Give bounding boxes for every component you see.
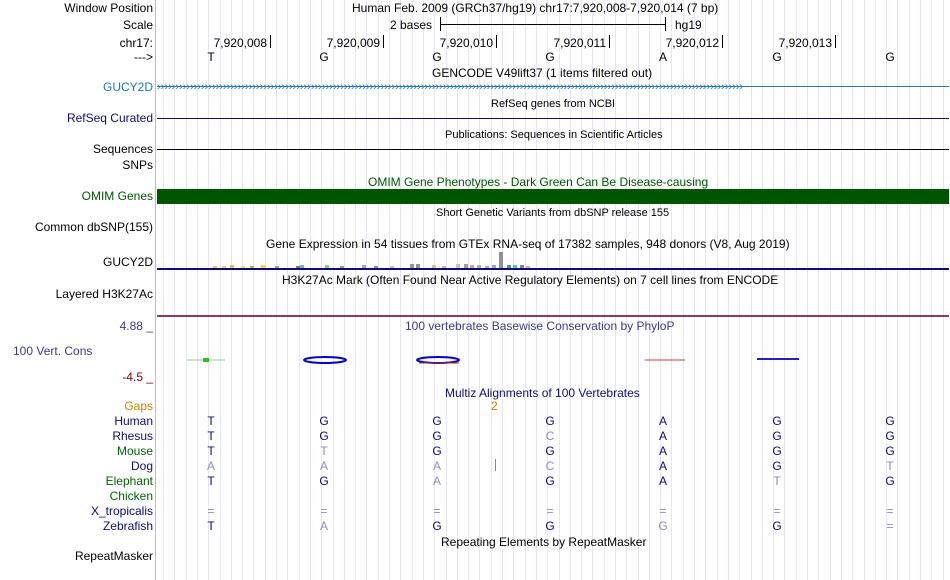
window-position-value: Human Feb. 2009 (GRCh37/hg19) chr17:7,920,008-7,920,014 (7 bp)	[352, 1, 719, 15]
alignment-base: G	[885, 474, 895, 488]
ruler-position-label: 7,920,008	[213, 36, 267, 50]
gap-count: 2	[491, 399, 498, 413]
gaps-label[interactable]: Gaps	[124, 399, 153, 413]
alignment-base: =	[433, 504, 441, 518]
phylop-min-label: -4.5 _	[122, 370, 153, 384]
alignment-base: G	[772, 459, 782, 473]
alignment-base: G	[319, 474, 329, 488]
species-label-rhesus[interactable]: Rhesus	[112, 429, 153, 443]
alignment-base: =	[886, 504, 894, 518]
base-letter: A	[658, 50, 667, 64]
alignment-base: G	[885, 429, 895, 443]
base-letter: G	[319, 50, 329, 64]
gtex-track-label[interactable]: GUCY2D	[102, 255, 153, 269]
window-position-label: Window Position	[64, 1, 153, 15]
ruler-tick	[270, 35, 271, 48]
scale-bar	[440, 24, 666, 25]
base-letter: G	[885, 50, 895, 64]
alignment-base: A	[658, 459, 667, 473]
gtex-tissue-bar[interactable]	[499, 252, 503, 268]
repeatmasker-track-label[interactable]: RepeatMasker	[74, 549, 153, 563]
ruler-tick	[609, 35, 610, 48]
species-label-x_tropicalis[interactable]: X_tropicalis	[90, 504, 153, 518]
dbsnp-track-label[interactable]: Common dbSNP(155)	[34, 220, 153, 234]
phylop-max-label: 4.88 _	[119, 319, 153, 333]
alignment-base: G	[319, 414, 329, 428]
omim-track-title: OMIM Gene Phenotypes - Dark Green Can Be Disease-causing	[368, 175, 709, 189]
alignment-base: G	[432, 444, 442, 458]
alignment-base: G	[432, 519, 442, 533]
phylop-mark-2	[304, 357, 346, 363]
omim-phenotype-bar[interactable]	[157, 189, 949, 204]
alignment-base: T	[207, 414, 215, 428]
h3k27ac-track-title: H3K27Ac Mark (Often Found Near Active Regulatory Elements) on 7 cell lines from ENCODE	[282, 273, 779, 287]
alignment-base: G	[432, 429, 442, 443]
ruler-tick	[383, 35, 384, 48]
alignment-base: =	[546, 504, 554, 518]
alignment-base: G	[772, 519, 782, 533]
alignment-base: =	[207, 504, 215, 518]
label-divider	[155, 0, 156, 580]
alignment-base: =	[773, 504, 781, 518]
alignment-base: G	[545, 474, 555, 488]
species-label-human[interactable]: Human	[114, 414, 153, 428]
alignment-base: A	[658, 444, 667, 458]
gene-strand-chevrons: ››››››››››››››››››››››››››››››››››››››››››››››››››››››››››››››››››››››››››››››››››››››››››››››››››››››››››››››››››››››››››››››››››››››››››››››››››››››››››››››››	[157, 81, 744, 93]
ruler-position-label: 7,920,012	[665, 36, 719, 50]
ruler-position-label: 7,920,013	[778, 36, 832, 50]
multiz-track-title: Multiz Alignments of 100 Vertebrates	[445, 386, 640, 400]
phylop-track-title: 100 vertebrates Basewise Conservation by PhyloP	[405, 319, 675, 333]
alignment-base: A	[658, 474, 667, 488]
alignment-base: G	[885, 414, 895, 428]
base-letter: G	[545, 50, 555, 64]
publications-sequences-label[interactable]: Sequences	[92, 142, 153, 156]
gtex-track-title: Gene Expression in 54 tissues from GTEx RNA-seq of 17382 samples, 948 donors (V8, Aug 2019)	[266, 237, 790, 251]
alignment-base: T	[886, 459, 894, 473]
dog-gap-marker	[495, 459, 496, 471]
alignment-base: T	[207, 429, 215, 443]
publications-track-title: Publications: Sequences in Scientific Articles	[445, 129, 663, 141]
alignment-base: C	[545, 429, 555, 443]
omim-track-label[interactable]: OMIM Genes	[81, 189, 153, 203]
phylop-mark-1-peak	[203, 358, 209, 362]
alignment-base: =	[659, 504, 667, 518]
gencode-track-title: GENCODE V49lift37 (1 items filtered out)	[432, 66, 653, 80]
scale-assembly: hg19	[675, 18, 702, 32]
alignment-base: A	[319, 519, 328, 533]
alignment-base: G	[432, 414, 442, 428]
alignment-base: G	[545, 519, 555, 533]
alignment-base: G	[772, 414, 782, 428]
ruler-tick	[496, 35, 497, 48]
species-label-chicken[interactable]: Chicken	[109, 489, 153, 503]
alignment-base: =	[320, 504, 328, 518]
ruler-position-label: 7,920,010	[439, 36, 493, 50]
alignment-base: A	[206, 459, 215, 473]
alignment-base: A	[432, 459, 441, 473]
phylop-track-label[interactable]: 100 Vert. Cons	[13, 344, 93, 358]
alignment-base: =	[886, 519, 894, 533]
species-label-zebrafish[interactable]: Zebrafish	[102, 519, 153, 533]
alignment-base: A	[432, 474, 441, 488]
dbsnp-track-title: Short Genetic Variants from dbSNP release 155	[436, 207, 670, 219]
alignment-base: G	[885, 444, 895, 458]
refseq-track-title: RefSeq genes from NCBI	[491, 98, 616, 110]
alignment-base: T	[207, 519, 215, 533]
alignment-base: C	[545, 459, 555, 473]
scale-bar-right	[665, 17, 666, 31]
alignment-base: G	[772, 429, 782, 443]
alignment-base: G	[319, 429, 329, 443]
alignment-base: A	[319, 459, 328, 473]
chrom-label: chr17:	[119, 36, 153, 50]
alignment-base: T	[207, 444, 215, 458]
publications-line[interactable]	[157, 149, 949, 150]
species-label-elephant[interactable]: Elephant	[105, 474, 153, 488]
snps-label[interactable]: SNPs	[122, 158, 153, 172]
repeatmasker-track-title: Repeating Elements by RepeatMasker	[441, 535, 647, 549]
species-label-dog[interactable]: Dog	[130, 459, 153, 473]
h3k27ac-track-label[interactable]: Layered H3K27Ac	[55, 287, 153, 301]
alignment-base: A	[658, 414, 667, 428]
base-letter: G	[772, 50, 782, 64]
alignment-base: T	[320, 444, 328, 458]
ruler-tick	[722, 35, 723, 48]
alignment-base: G	[772, 444, 782, 458]
alignment-base: G	[658, 519, 668, 533]
strand-label: --->	[134, 50, 153, 64]
refseq-track-label[interactable]: RefSeq Curated	[66, 111, 153, 125]
phylop-conservation-plot[interactable]	[157, 350, 949, 372]
alignment-base: G	[545, 414, 555, 428]
phylop-mark-3	[417, 357, 459, 363]
gtex-baseline	[157, 268, 949, 270]
h3k27ac-signal-baseline	[157, 315, 949, 317]
ruler-position-label: 7,920,011	[553, 36, 606, 50]
refseq-gene-line[interactable]	[157, 118, 949, 119]
alignment-base: G	[545, 444, 555, 458]
ruler-tick	[835, 35, 836, 48]
ruler-position-label: 7,920,009	[326, 36, 380, 50]
gencode-track-label[interactable]: GUCY2D	[102, 80, 153, 94]
scale-text: 2 bases	[390, 18, 433, 32]
base-letter: T	[207, 50, 215, 64]
species-label-mouse[interactable]: Mouse	[116, 444, 153, 458]
alignment-base: T	[773, 474, 781, 488]
scale-label: Scale	[122, 18, 153, 32]
base-letter: G	[432, 50, 442, 64]
alignment-base: T	[207, 474, 215, 488]
alignment-base: A	[658, 429, 667, 443]
